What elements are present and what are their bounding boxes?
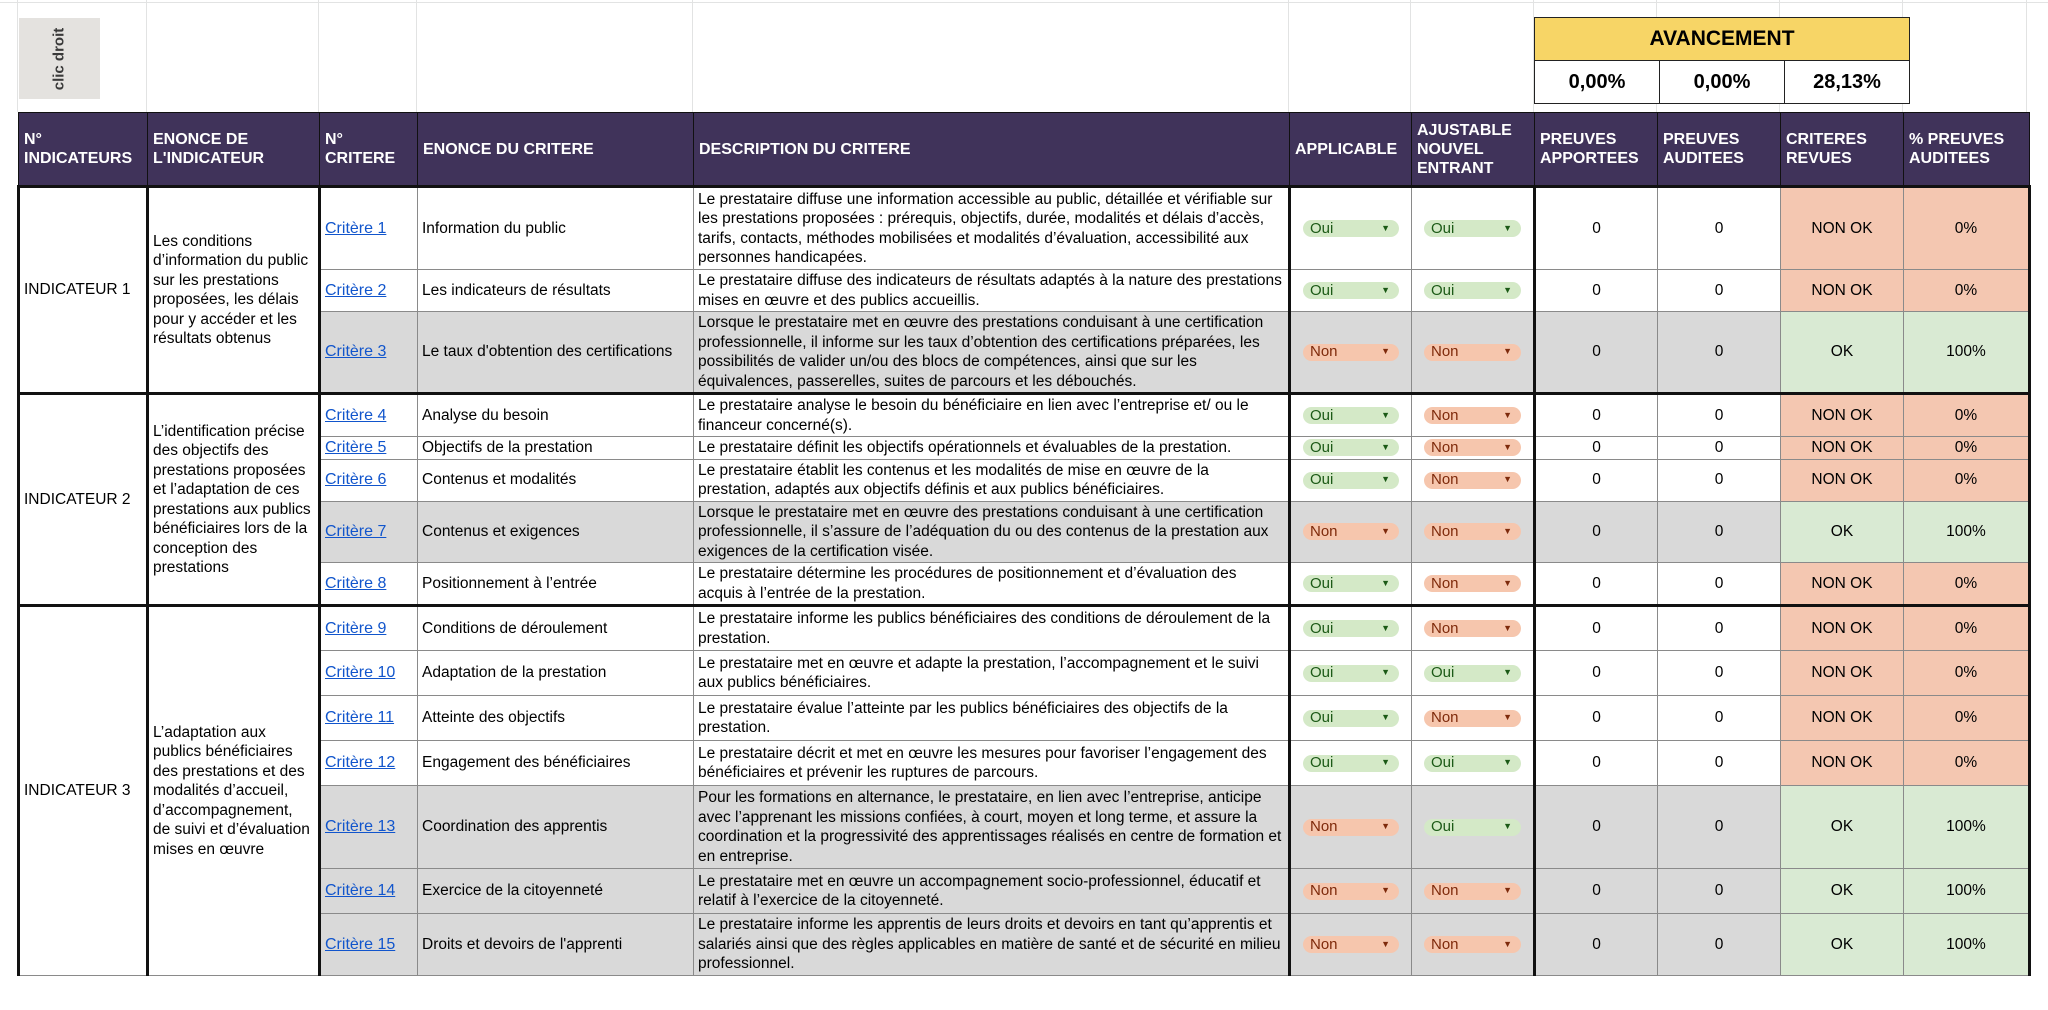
applicable-value: Non — [1310, 523, 1338, 540]
indicateur-label: INDICATEUR 3 — [19, 606, 148, 976]
pct-preuves-auditees: 0% — [1904, 563, 2030, 606]
critere-link[interactable]: Critère 3 — [325, 343, 387, 361]
dropdown-caret-icon: ▼ — [1381, 222, 1390, 233]
header-description: DESCRIPTION DU CRITERE — [694, 113, 1290, 187]
header-criteres-revues: CRITERES REVUES — [1781, 113, 1904, 187]
critere-enonce: Positionnement à l’entrée — [418, 563, 694, 606]
ajustable-value: Oui — [1431, 818, 1455, 836]
ajustable-value: Non — [1431, 574, 1459, 592]
critere-cell — [320, 914, 418, 976]
critere-description: Le prestataire met en œuvre un accompagnement socio-professionnel, éducatif et relatif à l’exercice de la citoyenneté. — [694, 869, 1290, 914]
indicateur-label: INDICATEUR 2 — [19, 394, 148, 606]
avancement-title: AVANCEMENT — [1535, 18, 1910, 61]
applicable-cell — [1290, 563, 1412, 606]
critere-link[interactable]: Critère 7 — [325, 523, 387, 540]
table-row — [19, 914, 2030, 976]
ajustable-dropdown[interactable] — [1424, 220, 1521, 237]
pct-preuves-auditees: 100% — [1904, 312, 2030, 394]
preuves-apportees[interactable]: 0 — [1535, 741, 1658, 786]
ajustable-dropdown[interactable] — [1424, 472, 1521, 489]
table-row — [19, 187, 2030, 270]
ajustable-cell — [1412, 270, 1535, 312]
applicable-dropdown[interactable] — [1303, 523, 1399, 540]
pct-preuves-auditees: 100% — [1904, 786, 2030, 869]
critere-cell — [320, 437, 418, 460]
ajustable-value: Oui — [1431, 664, 1455, 682]
critere-cell — [320, 786, 418, 869]
ajustable-dropdown[interactable] — [1424, 282, 1521, 299]
applicable-cell — [1290, 459, 1412, 501]
pct-preuves-auditees: 100% — [1904, 501, 2030, 563]
criteres-revues-status: NON OK — [1781, 651, 1904, 696]
applicable-dropdown[interactable] — [1303, 407, 1399, 424]
critere-enonce: Analyse du besoin — [418, 394, 694, 437]
header-enonce-critere: ENONCE DU CRITERE — [418, 113, 694, 187]
critere-link[interactable]: Critère 11 — [325, 709, 395, 727]
ajustable-dropdown[interactable] — [1424, 755, 1521, 772]
ajustable-cell — [1412, 437, 1535, 460]
indicateur-enonce: Les conditions d’information du public sur les prestations proposées, les délais pour y accéder et les résultats obtenus — [148, 187, 320, 394]
critere-cell — [320, 869, 418, 914]
dropdown-caret-icon: ▼ — [1381, 442, 1390, 452]
applicable-value: Oui — [1310, 281, 1334, 299]
applicable-cell — [1290, 437, 1412, 460]
header-enonce-indicateur: ENONCE DE L'INDICATEUR — [148, 113, 320, 187]
preuves-apportees[interactable]: 0 — [1535, 437, 1658, 460]
applicable-cell — [1290, 394, 1412, 437]
preuves-apportees[interactable]: 0 — [1535, 270, 1658, 312]
preuves-apportees[interactable]: 0 — [1535, 501, 1658, 563]
ajustable-value: Non — [1431, 471, 1459, 489]
critere-enonce: Les indicateurs de résultats — [418, 270, 694, 312]
preuves-apportees[interactable]: 0 — [1535, 786, 1658, 869]
dropdown-caret-icon: ▼ — [1503, 757, 1512, 768]
ajustable-cell — [1412, 741, 1535, 786]
critere-link[interactable]: Critère 6 — [325, 471, 387, 489]
ajustable-value: Non — [1431, 343, 1459, 361]
applicable-value: Oui — [1310, 439, 1334, 456]
critere-enonce: Engagement des bénéficiaires — [418, 741, 694, 786]
criteres-revues-status: NON OK — [1781, 606, 1904, 651]
critere-description: Lorsque le prestataire met en œuvre des prestations conduisant à une certification professionnelle, il informe sur les taux d’obtention des certifications préparées, les possibilités de valider un/ou des blocs de compétences, ainsi que sur les équivalences, passerelles, suites de parcours et les débouchés. — [694, 312, 1290, 394]
pct-preuves-auditees: 100% — [1904, 914, 2030, 976]
criteres-revues-status: NON OK — [1781, 187, 1904, 270]
dropdown-caret-icon: ▼ — [1381, 284, 1390, 295]
critere-cell — [320, 741, 418, 786]
preuves-auditees[interactable]: 0 — [1658, 394, 1781, 437]
critere-link[interactable]: Critère 4 — [325, 406, 387, 424]
dropdown-caret-icon: ▼ — [1503, 474, 1512, 485]
critere-enonce: Adaptation de la prestation — [418, 651, 694, 696]
critere-link[interactable]: Critère 14 — [325, 882, 396, 900]
critere-description: Le prestataire décrit et met en œuvre les mesures pour favoriser l’engagement des bénéficiaires et prévenir les ruptures de parcours. — [694, 741, 1290, 786]
ajustable-dropdown[interactable] — [1424, 710, 1521, 727]
criteres-revues-status: NON OK — [1781, 741, 1904, 786]
critere-cell — [320, 696, 418, 741]
applicable-dropdown[interactable] — [1303, 819, 1399, 836]
ajustable-cell — [1412, 459, 1535, 501]
pct-preuves-auditees: 0% — [1904, 394, 2030, 437]
applicable-dropdown[interactable] — [1303, 755, 1399, 772]
critere-description: Pour les formations en alternance, le prestataire, en lien avec l’entreprise, anticipe avec l’apprenant les missions confiées, à court, moyen et long terme, et assure la coordination et la progressivité des apprentissages réalisés en centre de formation et en entreprise. — [694, 786, 1290, 869]
applicable-cell — [1290, 187, 1412, 270]
indicateur-enonce: L’adaptation aux publics bénéficiaires des prestations et des modalités d’accueil, d’accompagnement, de suivi et d’évaluation mises en œuvre — [148, 606, 320, 976]
dropdown-caret-icon: ▼ — [1381, 757, 1390, 768]
table-row — [19, 741, 2030, 786]
applicable-value: Non — [1310, 343, 1338, 361]
critere-enonce: Contenus et exigences — [418, 501, 694, 563]
pct-preuves-auditees: 0% — [1904, 270, 2030, 312]
applicable-cell — [1290, 270, 1412, 312]
preuves-auditees[interactable]: 0 — [1658, 187, 1781, 270]
criteres-revues-status: OK — [1781, 914, 1904, 976]
dropdown-caret-icon: ▼ — [1503, 712, 1512, 723]
ajustable-dropdown[interactable] — [1424, 575, 1521, 592]
table-row — [19, 651, 2030, 696]
pct-preuves-auditees: 0% — [1904, 696, 2030, 741]
critere-description: Le prestataire détermine les procédures de positionnement et d’évaluation des acquis à l’entrée de la prestation. — [694, 563, 1290, 606]
preuves-auditees[interactable]: 0 — [1658, 270, 1781, 312]
pct-preuves-auditees: 0% — [1904, 187, 2030, 270]
criteres-revues-status: NON OK — [1781, 270, 1904, 312]
ajustable-value: Non — [1431, 882, 1459, 900]
critere-cell — [320, 394, 418, 437]
dropdown-caret-icon: ▼ — [1503, 284, 1512, 295]
pct-preuves-auditees: 0% — [1904, 459, 2030, 501]
applicable-dropdown[interactable] — [1303, 439, 1399, 456]
avancement-value-3: 28,13% — [1785, 61, 1910, 104]
header-preuves-auditees: PREUVES AUDITEES — [1658, 113, 1781, 187]
ajustable-value: Non — [1431, 406, 1459, 424]
header-ajustable: AJUSTABLE NOUVEL ENTRANT — [1412, 113, 1535, 187]
applicable-dropdown[interactable] — [1303, 883, 1399, 900]
dropdown-caret-icon: ▼ — [1503, 622, 1512, 633]
ajustable-cell — [1412, 394, 1535, 437]
criteres-revues-status: OK — [1781, 312, 1904, 394]
applicable-value: Oui — [1310, 471, 1334, 489]
critere-cell — [320, 563, 418, 606]
avancement-panel — [1534, 17, 1910, 104]
table-row — [19, 312, 2030, 394]
critere-cell — [320, 651, 418, 696]
dropdown-caret-icon: ▼ — [1503, 442, 1512, 452]
preuves-apportees[interactable]: 0 — [1535, 651, 1658, 696]
table-row — [19, 459, 2030, 501]
applicable-value: Oui — [1310, 219, 1334, 237]
applicable-cell — [1290, 786, 1412, 869]
critere-enonce: Le taux d'obtention des certifications — [418, 312, 694, 394]
applicable-value: Oui — [1310, 664, 1334, 682]
applicable-value: Oui — [1310, 406, 1334, 424]
preuves-auditees[interactable]: 0 — [1658, 741, 1781, 786]
ajustable-dropdown[interactable] — [1424, 883, 1521, 900]
ajustable-cell — [1412, 651, 1535, 696]
ajustable-value: Oui — [1431, 754, 1455, 772]
header-applicable: APPLICABLE — [1290, 113, 1412, 187]
dropdown-caret-icon: ▼ — [1381, 821, 1390, 832]
critere-link[interactable]: Critère 2 — [325, 281, 387, 299]
critere-description: Le prestataire établit les contenus et les modalités de mise en œuvre de la prestation, adaptés aux objectifs définis et aux publics bénéficiaires. — [694, 459, 1290, 501]
applicable-dropdown[interactable] — [1303, 665, 1399, 682]
applicable-dropdown[interactable] — [1303, 710, 1399, 727]
critere-description: Le prestataire diffuse des indicateurs de résultats adaptés à la nature des prestations mises en œuvre et des publics accueillis. — [694, 270, 1290, 312]
ajustable-dropdown[interactable] — [1424, 344, 1521, 361]
table-row — [19, 563, 2030, 606]
pct-preuves-auditees: 0% — [1904, 437, 2030, 460]
ajustable-cell — [1412, 563, 1535, 606]
preuves-auditees[interactable]: 0 — [1658, 312, 1781, 394]
critere-link[interactable]: Critère 9 — [325, 619, 387, 637]
ajustable-cell — [1412, 187, 1535, 270]
applicable-cell — [1290, 501, 1412, 563]
header-n-indicateurs: N° INDICATEURS — [19, 113, 148, 187]
dropdown-caret-icon: ▼ — [1503, 409, 1512, 420]
applicable-cell — [1290, 651, 1412, 696]
preuves-apportees[interactable]: 0 — [1535, 869, 1658, 914]
header-preuves-apportees: PREUVES APPORTEES — [1535, 113, 1658, 187]
applicable-cell — [1290, 606, 1412, 651]
ajustable-cell — [1412, 786, 1535, 869]
table-row — [19, 437, 2030, 460]
dropdown-caret-icon: ▼ — [1381, 622, 1390, 633]
criteres-revues-status: NON OK — [1781, 394, 1904, 437]
critere-enonce: Conditions de déroulement — [418, 606, 694, 651]
ajustable-value: Non — [1431, 709, 1459, 727]
ajustable-dropdown[interactable] — [1424, 936, 1521, 953]
header-pct-preuves: % PREUVES AUDITEES — [1904, 113, 2030, 187]
applicable-value: Oui — [1310, 709, 1334, 727]
table-row — [19, 501, 2030, 563]
preuves-apportees[interactable]: 0 — [1535, 394, 1658, 437]
critere-link[interactable]: Critère 10 — [325, 664, 396, 682]
dropdown-caret-icon: ▼ — [1381, 346, 1390, 357]
critere-cell — [320, 459, 418, 501]
critere-description: Le prestataire informe les publics bénéficiaires des conditions de déroulement de la prestation. — [694, 606, 1290, 651]
ajustable-value: Non — [1431, 619, 1459, 637]
critere-cell — [320, 312, 418, 394]
dropdown-caret-icon: ▼ — [1381, 474, 1390, 485]
applicable-value: Oui — [1310, 754, 1334, 772]
avancement-value-1: 0,00% — [1535, 61, 1660, 104]
clic-droit-logo: clic droit — [19, 18, 100, 99]
ajustable-cell — [1412, 501, 1535, 563]
pct-preuves-auditees: 0% — [1904, 606, 2030, 651]
dropdown-caret-icon: ▼ — [1503, 885, 1512, 896]
dropdown-caret-icon: ▼ — [1503, 222, 1512, 233]
dropdown-caret-icon: ▼ — [1503, 821, 1512, 832]
preuves-auditees[interactable]: 0 — [1658, 651, 1781, 696]
preuves-apportees[interactable]: 0 — [1535, 187, 1658, 270]
dropdown-caret-icon: ▼ — [1381, 409, 1390, 420]
criteria-table — [17, 112, 2031, 976]
preuves-auditees[interactable]: 0 — [1658, 459, 1781, 501]
applicable-dropdown[interactable] — [1303, 472, 1399, 489]
preuves-apportees[interactable]: 0 — [1535, 312, 1658, 394]
table-row — [19, 270, 2030, 312]
applicable-dropdown[interactable] — [1303, 620, 1399, 637]
preuves-auditees[interactable]: 0 — [1658, 869, 1781, 914]
table-row — [19, 786, 2030, 869]
table-row — [19, 606, 2030, 651]
critere-link[interactable]: Critère 15 — [325, 935, 396, 953]
dropdown-caret-icon: ▼ — [1381, 667, 1390, 678]
dropdown-caret-icon: ▼ — [1503, 667, 1512, 678]
applicable-dropdown[interactable] — [1303, 575, 1399, 592]
preuves-apportees[interactable]: 0 — [1535, 459, 1658, 501]
critere-description: Le prestataire diffuse une information accessible au public, détaillée et vérifiable sur les prestations proposées : prérequis, objectifs, durée, modalités et délais d’accès, tarifs, contacts, méthodes mobilisées et modalités d’évaluation, accessibilité aux personnes handicapées. — [694, 187, 1290, 270]
criteres-revues-status: NON OK — [1781, 696, 1904, 741]
critere-link[interactable]: Critère 12 — [325, 754, 396, 772]
preuves-apportees[interactable]: 0 — [1535, 563, 1658, 606]
criteres-revues-status: OK — [1781, 869, 1904, 914]
critere-enonce: Objectifs de la prestation — [418, 437, 694, 460]
criteres-revues-status: NON OK — [1781, 563, 1904, 606]
dropdown-caret-icon: ▼ — [1381, 577, 1390, 588]
preuves-auditees[interactable]: 0 — [1658, 786, 1781, 869]
applicable-cell — [1290, 914, 1412, 976]
dropdown-caret-icon: ▼ — [1381, 885, 1390, 896]
ajustable-value: Oui — [1431, 281, 1455, 299]
applicable-dropdown[interactable] — [1303, 344, 1399, 361]
critere-description: Le prestataire définit les objectifs opérationnels et évaluables de la prestation. — [694, 437, 1290, 460]
applicable-cell — [1290, 741, 1412, 786]
critere-enonce: Exercice de la citoyenneté — [418, 869, 694, 914]
criteres-revues-status: NON OK — [1781, 437, 1904, 460]
criteres-revues-status: OK — [1781, 501, 1904, 563]
critere-link[interactable]: Critère 8 — [325, 574, 387, 592]
applicable-cell — [1290, 696, 1412, 741]
applicable-value: Oui — [1310, 619, 1334, 637]
ajustable-cell — [1412, 914, 1535, 976]
pct-preuves-auditees: 0% — [1904, 651, 2030, 696]
critere-link[interactable]: Critère 5 — [325, 439, 387, 456]
critere-enonce: Droits et devoirs de l'apprenti — [418, 914, 694, 976]
ajustable-dropdown[interactable] — [1424, 439, 1521, 456]
indicateur-enonce: L’identification précise des objectifs des prestations proposées et l’adaptation de ces prestations aux publics bénéficiaires lors de la conception des prestations — [148, 394, 320, 606]
critere-description: Le prestataire informe les apprentis de leurs droits et devoirs en tant qu’apprentis et salariés ainsi que des règles applicables en matière de santé et de sécurité en milieu professionnel. — [694, 914, 1290, 976]
critere-enonce: Coordination des apprentis — [418, 786, 694, 869]
ajustable-cell — [1412, 696, 1535, 741]
ajustable-value: Oui — [1431, 219, 1455, 237]
applicable-cell — [1290, 869, 1412, 914]
criteres-revues-status: OK — [1781, 786, 1904, 869]
applicable-dropdown[interactable] — [1303, 282, 1399, 299]
applicable-value: Non — [1310, 818, 1338, 836]
critere-description: Lorsque le prestataire met en œuvre des prestations conduisant à une certification professionnelle, il s’assure de l’adéquation du ou des contenus de la prestation aux exigences de la certification visée. — [694, 501, 1290, 563]
ajustable-dropdown[interactable] — [1424, 407, 1521, 424]
table-row — [19, 696, 2030, 741]
applicable-cell — [1290, 312, 1412, 394]
ajustable-cell — [1412, 312, 1535, 394]
table-row — [19, 394, 2030, 437]
applicable-dropdown[interactable] — [1303, 220, 1399, 237]
applicable-value: Oui — [1310, 574, 1334, 592]
dropdown-caret-icon: ▼ — [1503, 526, 1512, 536]
critere-cell — [320, 187, 418, 270]
critere-cell — [320, 606, 418, 651]
table-row — [19, 869, 2030, 914]
critere-enonce: Information du public — [418, 187, 694, 270]
dropdown-caret-icon: ▼ — [1503, 938, 1512, 949]
ajustable-value: Non — [1431, 935, 1459, 953]
preuves-auditees[interactable]: 0 — [1658, 437, 1781, 460]
critere-description: Le prestataire évalue l’atteinte par les publics bénéficiaires des objectifs de la prestation. — [694, 696, 1290, 741]
ajustable-dropdown[interactable] — [1424, 523, 1521, 540]
avancement-value-2: 0,00% — [1660, 61, 1785, 104]
dropdown-caret-icon: ▼ — [1381, 712, 1390, 723]
ajustable-value: Non — [1431, 439, 1459, 456]
criteres-revues-status: NON OK — [1781, 459, 1904, 501]
ajustable-dropdown[interactable] — [1424, 819, 1521, 836]
preuves-auditees[interactable]: 0 — [1658, 563, 1781, 606]
preuves-auditees[interactable]: 0 — [1658, 501, 1781, 563]
preuves-apportees[interactable]: 0 — [1535, 696, 1658, 741]
dropdown-caret-icon: ▼ — [1503, 346, 1512, 357]
pct-preuves-auditees: 0% — [1904, 741, 2030, 786]
ajustable-dropdown[interactable] — [1424, 620, 1521, 637]
header-row — [19, 113, 2030, 187]
critere-cell — [320, 501, 418, 563]
ajustable-value: Non — [1431, 523, 1459, 540]
preuves-auditees[interactable]: 0 — [1658, 696, 1781, 741]
preuves-auditees[interactable]: 0 — [1658, 606, 1781, 651]
critere-link[interactable]: Critère 1 — [325, 219, 387, 237]
ajustable-dropdown[interactable] — [1424, 665, 1521, 682]
applicable-dropdown[interactable] — [1303, 936, 1399, 953]
critere-enonce: Contenus et modalités — [418, 459, 694, 501]
critere-description: Le prestataire met en œuvre et adapte la prestation, l’accompagnement et le suivi aux publics bénéficiaires. — [694, 651, 1290, 696]
critere-description: Le prestataire analyse le besoin du bénéficiaire en lien avec l’entreprise et/ ou le financeur concerné(s). — [694, 394, 1290, 437]
dropdown-caret-icon: ▼ — [1381, 938, 1390, 949]
ajustable-cell — [1412, 606, 1535, 651]
indicateur-label: INDICATEUR 1 — [19, 187, 148, 394]
critere-cell — [320, 270, 418, 312]
ajustable-cell — [1412, 869, 1535, 914]
applicable-value: Non — [1310, 882, 1338, 900]
critere-enonce: Atteinte des objectifs — [418, 696, 694, 741]
dropdown-caret-icon: ▼ — [1503, 577, 1512, 588]
preuves-auditees[interactable]: 0 — [1658, 914, 1781, 976]
critere-link[interactable]: Critère 13 — [325, 818, 396, 836]
preuves-apportees[interactable]: 0 — [1535, 914, 1658, 976]
dropdown-caret-icon: ▼ — [1381, 526, 1390, 536]
header-n-critere: N° CRITERE — [320, 113, 418, 187]
preuves-apportees[interactable]: 0 — [1535, 606, 1658, 651]
applicable-value: Non — [1310, 935, 1338, 953]
pct-preuves-auditees: 100% — [1904, 869, 2030, 914]
